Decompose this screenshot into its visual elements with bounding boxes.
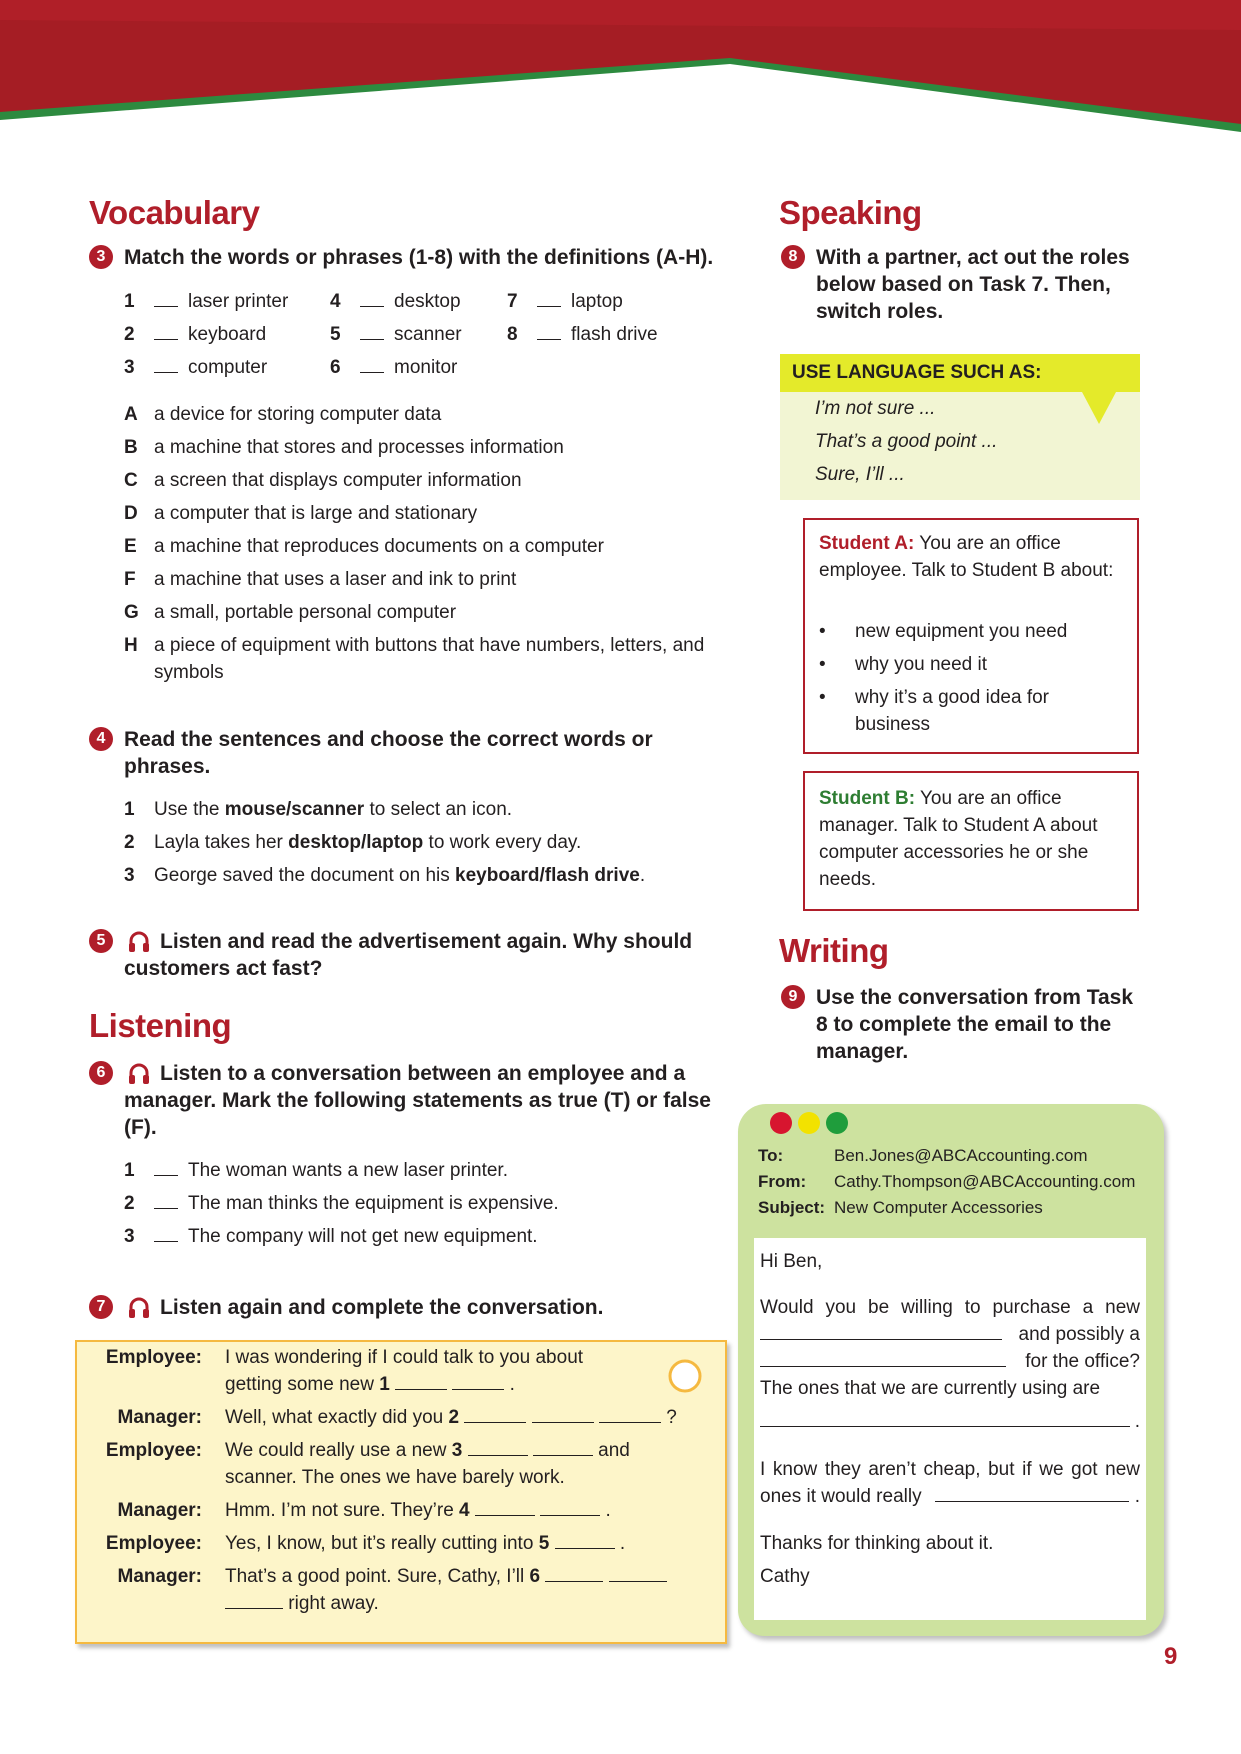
task-6-instruction: 6 Listen to a conversation between an employee and a manager. Mark the following statements as true (T) or false (F). (124, 1060, 724, 1141)
tf-item: 2 The man thinks the equipment is expensive. (124, 1193, 559, 1214)
definition-item: E a machine that reproduces documents on a computer (124, 536, 604, 557)
vocabulary-heading: Vocabulary (89, 194, 260, 231)
task-7-instruction: 7 Listen again and complete the conversation. (124, 1294, 724, 1321)
word-item: 5 scanner (330, 324, 462, 345)
conversation-line: Employee: We could really use a new 3 and scanner. The ones we have barely work. (105, 1440, 630, 1488)
word-item: 3 computer (124, 357, 268, 378)
definition-item: F a machine that uses a laser and ink to print (124, 569, 517, 590)
sentence-item: 2 Layla takes her desktop/laptop to work every day. (124, 832, 582, 853)
language-item: That’s a good point ... (815, 431, 998, 452)
headphones-icon (128, 1062, 150, 1086)
student-a-text: Student A: You are an office employee. Talk to Student B about: (819, 533, 1114, 581)
email-paragraph-2: I know they aren’t cheap, but if we got new ones it would really . (760, 1459, 1140, 1507)
task-9-instruction: 9 Use the conversation from Task 8 to complete the email to the manager. (816, 984, 1146, 1065)
email-body (754, 1238, 1146, 1620)
language-item: I’m not sure ... (815, 398, 936, 419)
email-to-label: To: (758, 1146, 784, 1165)
task-3-instruction: 3 Match the words or phrases (1-8) with the definitions (A-H). (124, 244, 744, 271)
task-8-instruction: 8 With a partner, act out the roles below based on Task 7. Then, switch roles. (816, 244, 1146, 325)
task-number-badge: 7 (89, 1295, 113, 1319)
definition-item: D a computer that is large and stationary (124, 503, 478, 524)
minimize-dot-icon (798, 1112, 820, 1134)
definition-item: C a screen that displays computer information (124, 470, 522, 491)
listening-heading: Listening (89, 1007, 232, 1044)
word-item: 8 flash drive (507, 324, 658, 345)
student-b-text: Student B: You are an office manager. Talk to Student A about computer accessories he or she needs. (819, 788, 1098, 890)
definition-item: G a small, portable personal computer (124, 602, 457, 623)
writing-heading: Writing (779, 932, 889, 969)
word-item: 7 laptop (507, 291, 623, 312)
email-from-label: From: (758, 1172, 807, 1191)
email-from: Cathy.Thompson@ABCAccounting.com (834, 1172, 1136, 1191)
conversation-line: Manager: That’s a good point. Sure, Cathy, I’ll 6 right away. (77, 1563, 717, 1617)
tf-item: 1 The woman wants a new laser printer. (124, 1160, 508, 1181)
speech-pointer-icon (1082, 392, 1116, 426)
tf-item: 3 The company will not get new equipment. (124, 1226, 538, 1247)
student-a-box: Student A: You are an office employee. Talk to Student B about: • new equipment you need • why you need it • why it’s a good idea for business (803, 518, 1139, 754)
conversation-line: Manager: Hmm. I’m not sure. They’re 4 . (117, 1500, 611, 1521)
email-subject: New Computer Accessories (834, 1198, 1043, 1217)
sentence-item: 3 George saved the document on his keyboard/flash drive. (124, 865, 646, 886)
definition-item: B a machine that stores and processes information (124, 437, 564, 458)
close-dot-icon (770, 1112, 792, 1134)
email-thanks: Thanks for thinking about it. (760, 1533, 994, 1554)
task-number-badge: 8 (781, 245, 805, 269)
word-item: 2 keyboard (124, 324, 267, 345)
email-window (738, 1104, 1164, 1636)
language-box (780, 354, 1140, 500)
email-paragraph-1: Would you be willing to purchase a new and possibly a for the office? The ones that we are currently using are . (760, 1297, 1140, 1432)
task-number-badge: 6 (89, 1061, 113, 1085)
conversation-box (75, 1340, 727, 1644)
student-b-box (803, 771, 1139, 911)
definition-item: A a device for storing computer data (124, 404, 442, 425)
headphones-icon (128, 930, 150, 954)
sentence-item: 1 Use the mouse/scanner to select an icon. (124, 799, 513, 820)
definition-item: H a piece of equipment with buttons that have numbers, letters, and symbols (124, 635, 705, 683)
email-to: Ben.Jones@ABCAccounting.com (834, 1146, 1088, 1165)
task-number-badge: 4 (89, 727, 113, 751)
maximize-dot-icon (826, 1112, 848, 1134)
header-banner (0, 0, 1241, 140)
task-number-badge: 3 (89, 245, 113, 269)
word-item: 1 laser printer (124, 291, 289, 312)
email-subject-label: Subject: (758, 1198, 826, 1217)
language-box-title: USE LANGUAGE SUCH AS: (780, 354, 1140, 392)
word-item: 4 desktop (330, 291, 461, 312)
email-greeting: Hi Ben, (760, 1251, 823, 1272)
task-number-badge: 5 (89, 929, 113, 953)
task-number-badge: 9 (781, 985, 805, 1009)
word-item: 6 monitor (330, 357, 458, 378)
task-4-instruction: 4 Read the sentences and choose the correct words or phrases. (124, 726, 724, 780)
language-item: Sure, I’ll ... (815, 464, 905, 485)
conversation-line: Employee: I was wondering if I could talk to you about getting some new 1 . (105, 1347, 584, 1395)
headphones-icon (128, 1296, 150, 1320)
email-signature: Cathy (760, 1566, 810, 1587)
conversation-line: Manager: Well, what exactly did you 2 ? (117, 1407, 677, 1428)
conversation-line: Employee: Yes, I know, but it’s really cutting into 5 . (105, 1533, 626, 1554)
task-5-instruction: 5 Listen and read the advertisement again. Why should customers act fast? (124, 928, 724, 982)
speaking-heading: Speaking (779, 194, 922, 231)
page-number: 9 (1164, 1643, 1178, 1670)
